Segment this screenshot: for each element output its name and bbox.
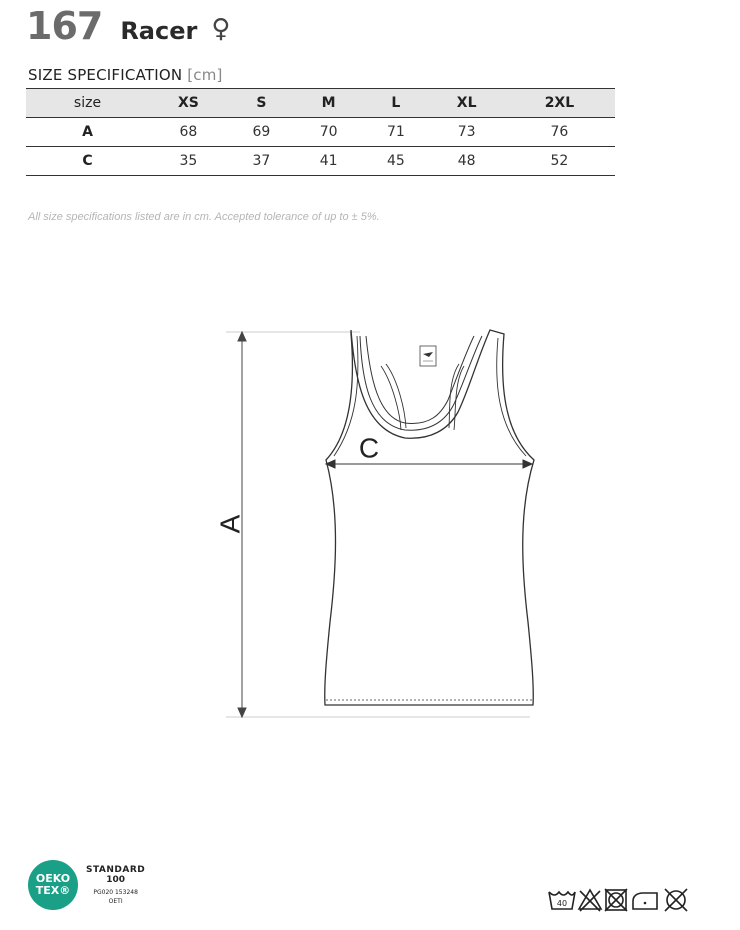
header-cell-l: L xyxy=(391,95,401,111)
table-cell: 41 xyxy=(319,153,338,169)
size-spec-title xyxy=(28,66,223,84)
size-table xyxy=(26,88,615,176)
size-spec-unit: [cm] xyxy=(187,66,223,84)
table-cell: 76 xyxy=(550,124,569,140)
size-table-header-row xyxy=(26,89,615,118)
svg-text:40: 40 xyxy=(556,899,568,908)
female-icon: ♀ xyxy=(211,14,231,44)
table-cell: 48 xyxy=(457,153,476,169)
tank-top-diagram xyxy=(200,322,560,724)
label-c: C xyxy=(358,432,380,464)
no-dry-clean-icon xyxy=(665,889,687,911)
oeko-logo-line1: OEKO xyxy=(35,872,71,885)
row-label-c: C xyxy=(82,153,93,169)
header-cell-s: S xyxy=(256,95,267,111)
header-cell-m: M xyxy=(321,95,336,111)
product-header xyxy=(26,4,230,48)
standard-number: 100 xyxy=(106,875,126,885)
row-label-a: A xyxy=(82,124,93,140)
standard-label: STANDARD xyxy=(86,865,146,875)
care-symbols xyxy=(547,887,692,913)
table-cell: 73 xyxy=(457,124,476,140)
product-name: Racer xyxy=(120,17,198,45)
wash-40-icon xyxy=(549,892,575,909)
oeko-tex-certification xyxy=(28,860,145,910)
header-cell-2xl: 2XL xyxy=(544,95,575,111)
product-number: 167 xyxy=(26,4,103,48)
certificate-institute: OETI xyxy=(108,898,123,905)
garment-outline xyxy=(325,330,534,705)
table-cell: 70 xyxy=(319,124,338,140)
tolerance-note: All size specifications listed are in cm. Accepted tolerance of up to ± 5%. xyxy=(28,211,380,223)
oeko-tex-logo xyxy=(28,860,78,910)
table-cell: 68 xyxy=(179,124,198,140)
certificate-code: PG020 153248 xyxy=(93,889,138,896)
size-spec-label: SIZE SPECIFICATION xyxy=(28,66,183,84)
table-cell: 52 xyxy=(550,153,569,169)
table-cell: 71 xyxy=(386,124,405,140)
table-row xyxy=(26,147,615,176)
no-tumble-dry-icon xyxy=(605,889,627,911)
header-cell-xl: XL xyxy=(456,95,477,111)
oeko-tex-text xyxy=(86,865,145,905)
table-cell: 69 xyxy=(252,124,271,140)
table-cell: 35 xyxy=(179,153,198,169)
brand-tag xyxy=(420,346,436,366)
table-cell: 37 xyxy=(252,153,271,169)
label-a: A xyxy=(214,514,246,534)
table-row xyxy=(26,118,615,147)
header-cell-size: size xyxy=(73,95,102,111)
oeko-logo-line2: TEX® xyxy=(35,884,71,897)
iron-low-icon xyxy=(633,893,657,909)
no-bleach-icon xyxy=(579,890,601,911)
header-cell-xs: XS xyxy=(177,95,199,111)
table-cell: 45 xyxy=(386,153,405,169)
